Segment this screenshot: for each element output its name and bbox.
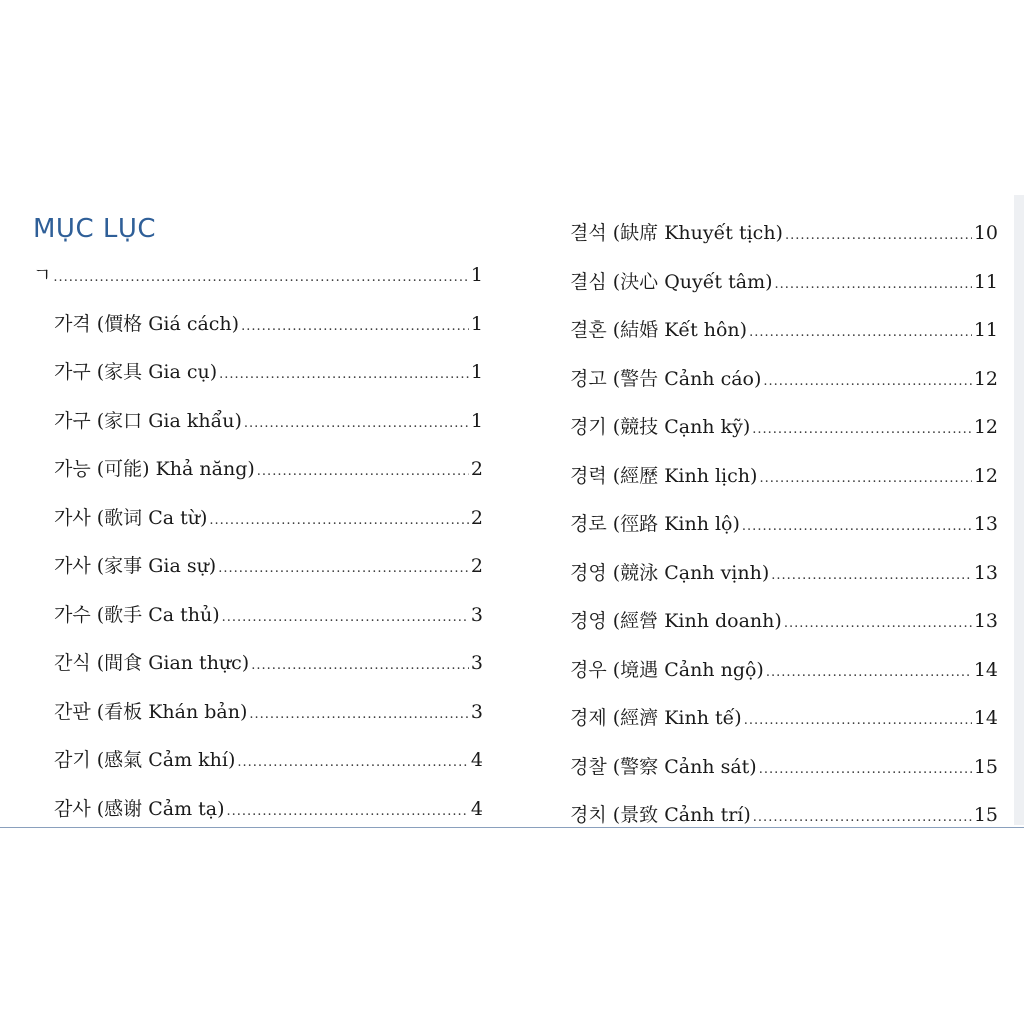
toc-right-column <box>570 218 998 849</box>
toc-entry[interactable]: 감기 (感氣 Cảm khí) ..... 4 <box>33 745 483 794</box>
toc-entry[interactable]: 결석 (缺席 Khuyết tịch) ..... 10 <box>570 218 998 267</box>
toc-entry[interactable]: 경기 (競技 Cạnh kỹ) ..... 12 <box>570 412 998 461</box>
toc-entry[interactable]: 가능 (可能) Khả năng) ..... 2 <box>33 454 483 503</box>
toc-entry[interactable]: 경고 (警告 Cảnh cáo) ..... 12 <box>570 364 998 413</box>
page-edge-shadow <box>1014 195 1024 825</box>
toc-entry[interactable]: 경제 (經濟 Kinh tế) ..... 14 <box>570 703 998 752</box>
toc-entry[interactable]: 경로 (徑路 Kinh lộ) ..... 13 <box>570 509 998 558</box>
toc-entry[interactable]: 가구 (家口 Gia khẩu) ..... 1 <box>33 406 483 455</box>
toc-entry[interactable]: 경력 (經歷 Kinh lịch) ..... 12 <box>570 461 998 510</box>
toc-entry[interactable]: 감사 (感谢 Cảm tạ) ..... 4 <box>33 794 483 843</box>
toc-entry[interactable]: 가사 (家事 Gia sự) ..... 2 <box>33 551 483 600</box>
toc-entry[interactable]: 경영 (經營 Kinh doanh) ..... 13 <box>570 606 998 655</box>
toc-entry[interactable]: 결혼 (結婚 Kết hôn) ..... 11 <box>570 315 998 364</box>
toc-entry[interactable]: 가격 (價格 Giá cách) ..... 1 <box>33 309 483 358</box>
toc-entry[interactable]: 가구 (家具 Gia cụ) ..... 1 <box>33 357 483 406</box>
toc-entry[interactable]: 가수 (歌手 Ca thủ) ..... 3 <box>33 600 483 649</box>
toc-entry[interactable]: 경우 (境遇 Cảnh ngộ) ..... 14 <box>570 655 998 704</box>
toc-entry[interactable]: 결심 (決心 Quyết tâm) ..... 11 <box>570 267 998 316</box>
toc-entry[interactable]: 간판 (看板 Khán bản) ..... 3 <box>33 697 483 746</box>
toc-entry[interactable]: 가사 (歌词 Ca từ) ..... 2 <box>33 503 483 552</box>
toc-entry[interactable]: 경찰 (警察 Cảnh sát) ..... 15 <box>570 752 998 801</box>
toc-entry[interactable]: 간식 (間食 Gian thực) ..... 3 <box>33 648 483 697</box>
toc-entry[interactable]: ㄱ ..... 1 <box>33 260 483 309</box>
toc-entry[interactable]: 경치 (景致 Cảnh trí) ..... 15 <box>570 800 998 849</box>
toc-entry[interactable]: 경영 (競泳 Cạnh vịnh) ..... 13 <box>570 558 998 607</box>
toc-left-column <box>33 260 483 842</box>
toc-title: MỤC LỤC <box>33 214 157 244</box>
